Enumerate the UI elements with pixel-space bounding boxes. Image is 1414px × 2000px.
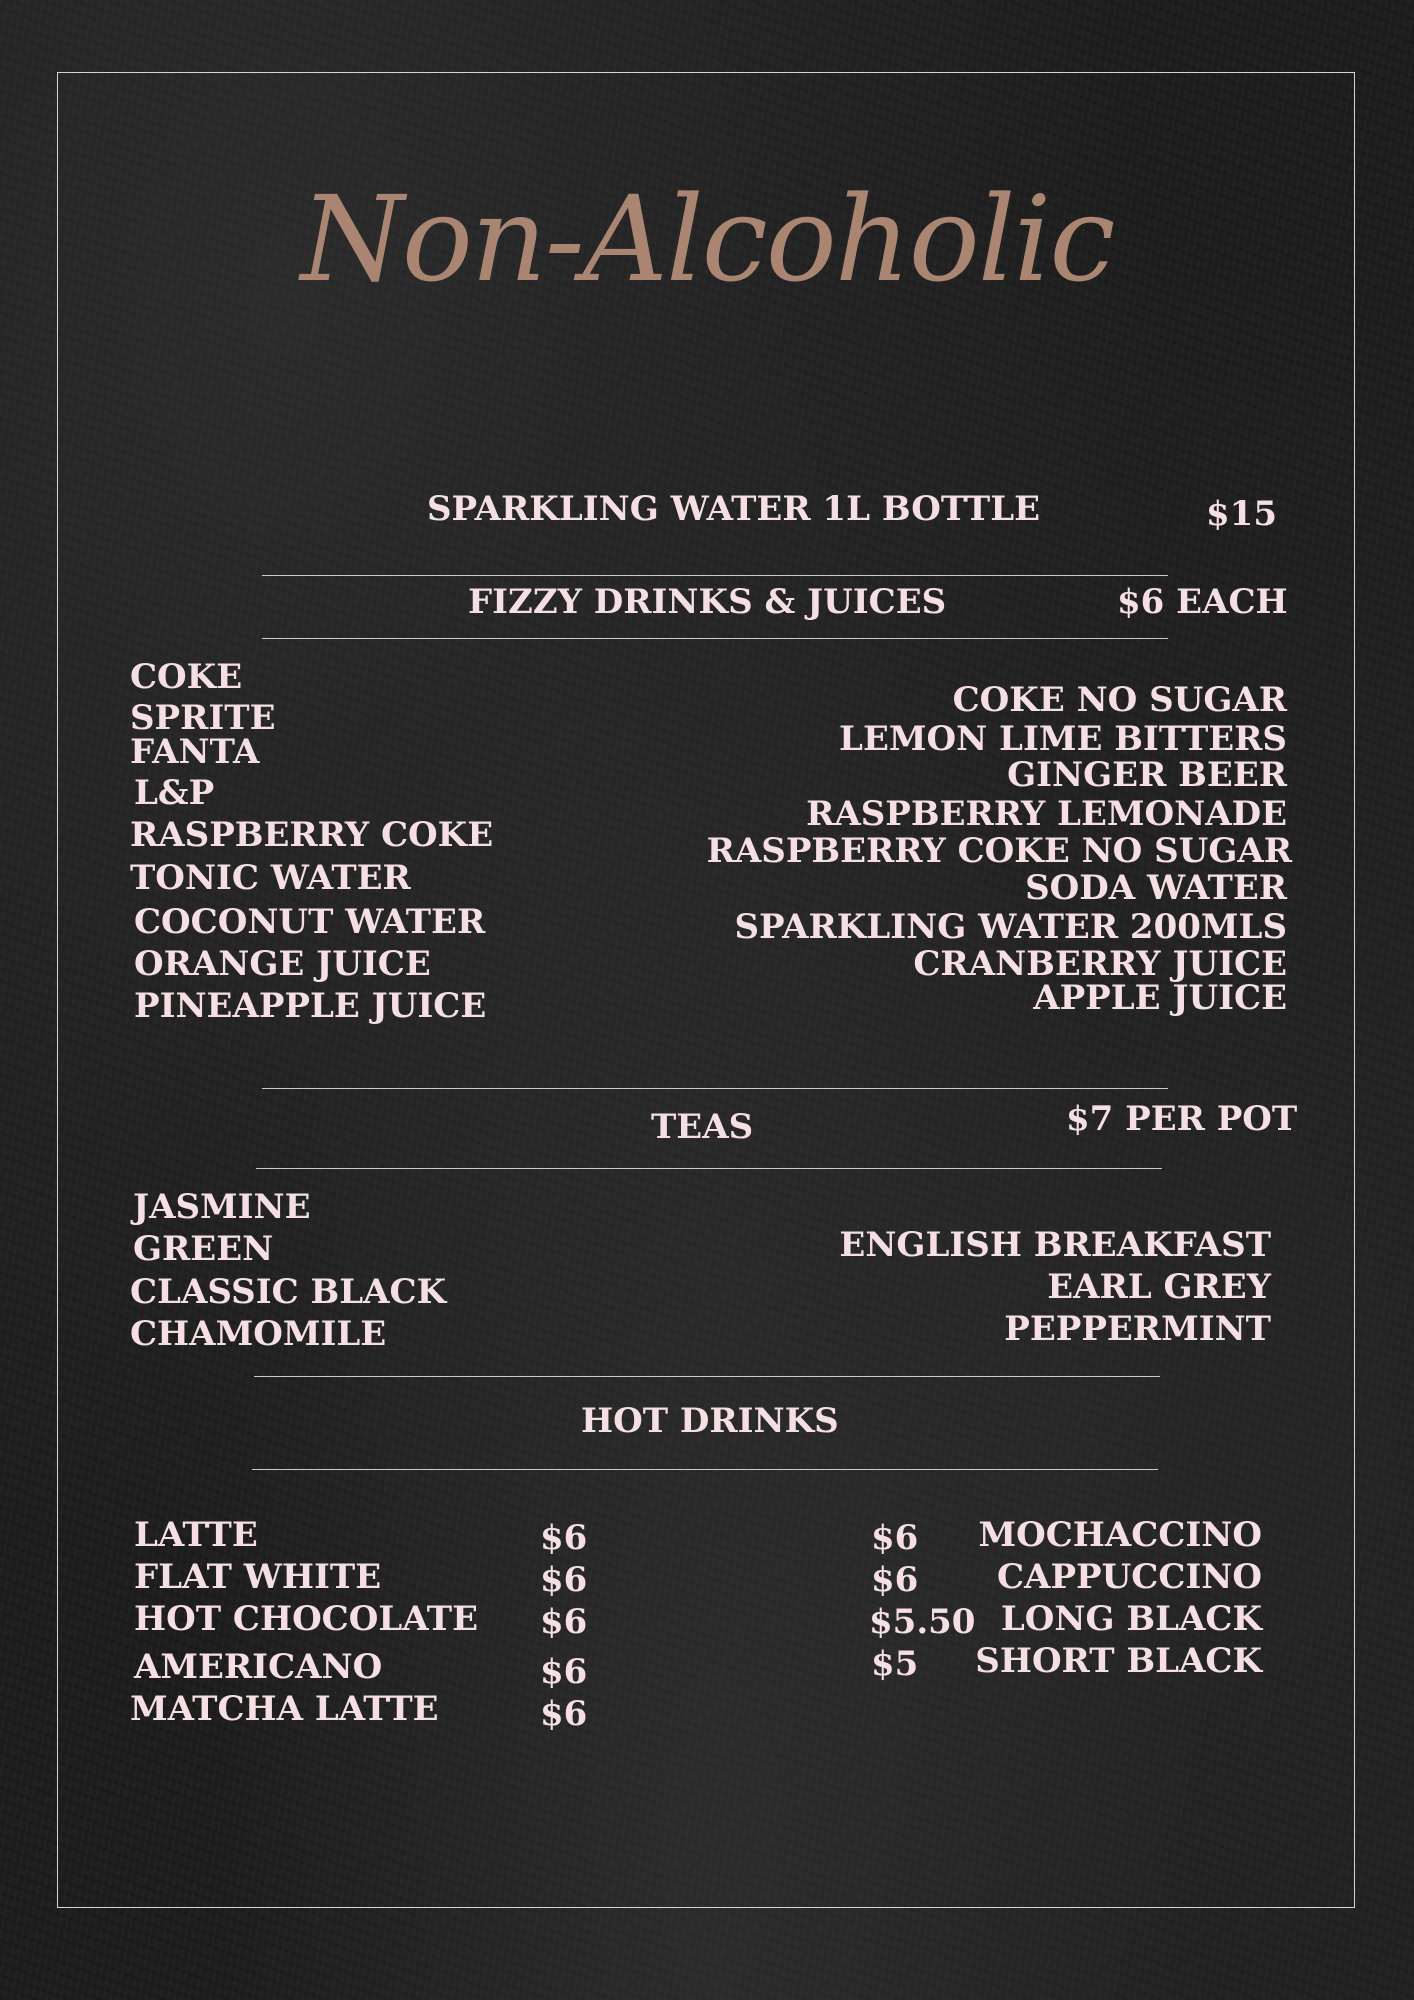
item-price: $6 bbox=[540, 1518, 588, 1558]
hot-top-rule bbox=[254, 1376, 1160, 1377]
item-price: $5 bbox=[871, 1644, 919, 1684]
item-price: $6 bbox=[540, 1602, 588, 1642]
list-item: HOT CHOCOLATE bbox=[134, 1599, 479, 1639]
item-price: $5.50 bbox=[869, 1602, 976, 1642]
list-item: GREEN bbox=[133, 1229, 274, 1269]
list-item: COKE bbox=[130, 657, 243, 697]
item-price: $6 bbox=[871, 1560, 919, 1600]
list-item: EARL GREY bbox=[1047, 1267, 1271, 1307]
fizzy-heading: FIZZY DRINKS & JUICES bbox=[468, 582, 947, 622]
list-item: L&P bbox=[134, 773, 215, 813]
list-item: RASPBERRY COKE bbox=[130, 815, 494, 855]
item-price: $6 bbox=[540, 1694, 588, 1734]
hot-heading: HOT DRINKS bbox=[581, 1401, 839, 1441]
item-price: $6 bbox=[871, 1518, 919, 1558]
list-item: AMERICANO bbox=[134, 1647, 383, 1687]
menu-title: Non-Alcoholic bbox=[300, 170, 1114, 308]
teas-top-rule bbox=[262, 1088, 1168, 1089]
list-item: LEMON LIME BITTERS bbox=[839, 719, 1287, 759]
list-item: COKE NO SUGAR bbox=[952, 680, 1287, 720]
list-item: FANTA bbox=[130, 732, 260, 772]
list-item: PINEAPPLE JUICE bbox=[134, 986, 487, 1026]
item-price: $6 bbox=[540, 1652, 588, 1692]
list-item: CRANBERRY JUICE bbox=[913, 944, 1287, 984]
list-item: RASPBERRY LEMONADE bbox=[806, 794, 1287, 834]
teas-price: $7 PER POT bbox=[1066, 1099, 1298, 1139]
list-item: SPRITE bbox=[130, 698, 276, 738]
list-item: MATCHA LATTE bbox=[130, 1689, 439, 1729]
list-item: LATTE bbox=[134, 1515, 258, 1555]
list-item: SPARKLING WATER 200MLS bbox=[734, 907, 1287, 947]
list-item: ENGLISH BREAKFAST bbox=[839, 1225, 1271, 1265]
teas-heading: TEAS bbox=[651, 1107, 754, 1147]
list-item: MOCHACCINO bbox=[978, 1515, 1262, 1555]
sparkling-water-name: SPARKLING WATER 1L BOTTLE bbox=[427, 489, 1041, 529]
fizzy-price: $6 EACH bbox=[1117, 582, 1288, 622]
list-item: SHORT BLACK bbox=[975, 1641, 1262, 1681]
fizzy-top-rule bbox=[262, 575, 1168, 576]
list-item: CHAMOMILE bbox=[130, 1314, 387, 1354]
list-item: LONG BLACK bbox=[1000, 1599, 1262, 1639]
list-item: ORANGE JUICE bbox=[134, 944, 431, 984]
list-item: APPLE JUICE bbox=[1033, 978, 1287, 1018]
list-item: TONIC WATER bbox=[130, 858, 411, 898]
sparkling-water-price: $15 bbox=[1206, 494, 1277, 534]
list-item: FLAT WHITE bbox=[134, 1557, 382, 1597]
teas-bottom-rule bbox=[256, 1168, 1162, 1169]
list-item: CAPPUCCINO bbox=[997, 1557, 1262, 1597]
list-item: COCONUT WATER bbox=[134, 902, 486, 942]
list-item: SODA WATER bbox=[1025, 868, 1287, 908]
list-item: JASMINE bbox=[133, 1187, 311, 1227]
hot-bottom-rule bbox=[252, 1469, 1158, 1470]
list-item: CLASSIC BLACK bbox=[130, 1272, 447, 1312]
list-item: PEPPERMINT bbox=[1004, 1309, 1271, 1349]
list-item: GINGER BEER bbox=[1007, 755, 1287, 795]
list-item: RASPBERRY COKE NO SUGAR bbox=[706, 831, 1292, 871]
item-price: $6 bbox=[540, 1560, 588, 1600]
fizzy-bottom-rule bbox=[262, 638, 1168, 639]
